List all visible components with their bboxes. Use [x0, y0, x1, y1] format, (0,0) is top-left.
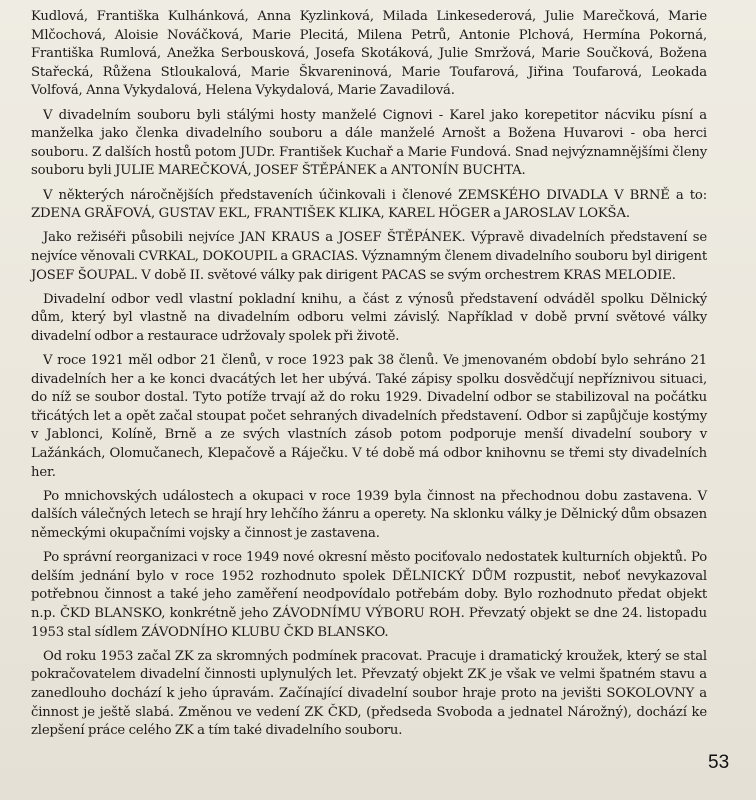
body-text [31, 8, 707, 746]
paragraph-reorganization: Po správní reorganizaci v roce 1949 nové okresní město pociťovalo nedostatek kulturních objektů. Po delším jednání bylo v roce 1952 rozhodnuto spolek DĚLNICKÝ DŮM rozpustit, neboť nevykazoval potřebnou činnost a také jeho zaměření neodpovídalo potřebám doby. Bylo rozhodnuto předat objekt n.p. ČKD BLANSKO, konkrétně jeho ZÁVODNÍMU VÝBORU ROH. Převzatý objekt se dne 24. listopadu 1953 stal sídlem ZÁVODNÍHO KLUBU ČKD BLANSKO. [31, 550, 707, 640]
paragraph-member-list-end: Kudlová, Františka Kulhánková, Anna Kyzlinková, Milada Linkesederová, Julie Marečková, Marie Mlčochová, Aloisie Nováčková, Marie Plecitá, Milena Petrů, Antonie Plchová, Hermína Pokorná, Františka Rumlová, Anežka Serbousková, Josefa Skotáková, Julie Smržová, Marie Součková, Božena Stařecká, Růžena Stloukalová, Marie Škvareninová, Marie Toufarová, Jiřina Toufarová, Leokada Volfová, Anna Vykydalová, Helena Vykydalová, Marie Zavadilová. [31, 9, 707, 99]
paragraph-cash-book: Divadelní odbor vedl vlastní pokladní knihu, a část z výnosů představení odváděl spolku Dělnický dům, který byl vlastně na divadelním odboru velmi závislý. Například v době první světové války divadelní odbor a restaurace udržovaly spolek při životě. [31, 291, 707, 344]
paragraph-directors: Jako režiséři působili nejvíce JAN KRAUS a JOSEF ŠTĚPÁNEK. Výpravě divadelních představení se nejvíce věnovali CVRKAL, DOKOUPIL a GRACIAS. Významným členem divadelního souboru byl dirigent JOSEF ŠOUPAL. V době II. světové války pak dirigent PACAS se svým orchestrem KRAS MELODIE. [31, 230, 707, 283]
paragraph-national-theatre: V některých náročnějších představeních účinkovali i členové ZEMSKÉHO DIVADLA V BRNĚ a to: ZDENA GRÄFOVÁ, GUSTAV EKL, FRANTIŠEK KLIKA, KAREL HÖGER a JAROSLAV LOKŠA. [31, 187, 707, 222]
paragraph-occupation: Po mnichovských událostech a okupaci v roce 1939 byla činnost na přechodnou dobu zastavena. V dalších válečných letech se hrají hry lehčího žánru a operety. Na sklonku války je Dělnický dům obsazen německými okupačními vojsky a činnost je zastavena. [31, 488, 707, 541]
page-number: 53 [708, 752, 730, 773]
paragraph-membership: V roce 1921 měl odbor 21 členů, v roce 1923 pak 38 členů. Ve jmenovaném období bylo sehráno 21 divadelních her a ke konci dvacátých let her ubývá. Také zápisy spolku dosvědčují nepříznivou situaci, do níž se soubor dostal. Tyto potíže trvají až do roku 1929. Divadelní odbor se stabilizoval na počátku třicátých let a opět začal stoupat počet sehraných divadelních představení. Odbor si zapůjčuje kostýmy v Jablonci, Kolíně, Brně a ze svých vlastních zásob potom podporuje menší divadelní soubory v Lažánkách, Olomučanech, Klepačově a Ráječku. V té době má odbor knihovnu se třemi sty divadelních her. [31, 353, 707, 480]
paragraph-club-zk: Od roku 1953 začal ZK za skromných podmínek pracovat. Pracuje i dramatický kroužek, který se stal pokračovatelem divadelní činnosti uplynulých let. Převzatý objekt ZK je však ve velmi špatném stavu a zanedlouho dochází k jeho úpravám. Začínající divadelní soubor hraje proto na jevišti SOKOLOVNY a činnost je ještě slabá. Změnou ve vedení ZK ČKD, (předseda Svoboda a jednatel Nárožný), dochází ke zlepšení práce celého ZK a tím také divadelního souboru. [31, 648, 707, 739]
paragraph-guests: V divadelním souboru byli stálými hosty manželé Cignovi - Karel jako korepetitor nácviku písní a manželka jako členka divadelního souboru a dále manželé Arnošt a Božena Huvarovi - oba herci souboru. Z dalších hostů potom JUDr. František Kuchař a Marie Fundová. Snad nejvýznamnějšími členy souboru byli JULIE MAREČKOVÁ, JOSEF ŠTĚPÁNEK a ANTONÍN BUCHTA. [31, 107, 707, 179]
